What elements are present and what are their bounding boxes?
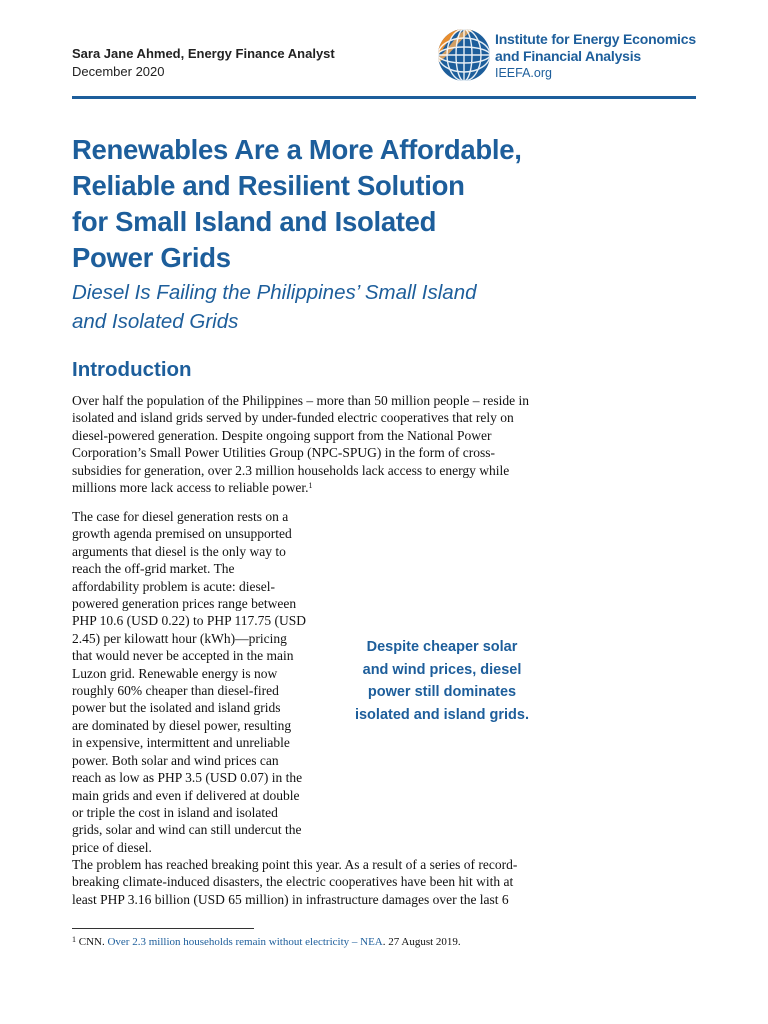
text-line: reach the off-grid market. The [72,561,235,577]
author-name: Sara Jane Ahmed, Energy Finance Analyst [72,46,335,61]
globe-icon [436,27,492,83]
text-line: or triple the cost in island and isolated [72,804,278,820]
subtitle-line: and Isolated Grids [72,310,239,333]
diesel-case-paragraph [72,508,332,856]
title-line: Power Grids [72,242,231,273]
text-line: The problem has reached breaking point this year. As a result of a series of record- [72,857,518,872]
footnote-link[interactable]: Over 2.3 million households remain without electricity – NEA [107,936,383,948]
intro-paragraph [72,392,572,496]
text-line: power but the isolated and island grids [72,700,281,716]
pull-quote-line: isolated and island grids. [354,706,530,723]
footnote [72,935,461,949]
text-line: subsidies for generation, over 2.3 million households lack access to energy while [72,462,510,478]
text-line: reach as low as PHP 3.5 (USD 0.07) in the [72,770,303,786]
text-line: price of diesel. [72,839,152,855]
text-line: powered generation prices range between [72,596,297,612]
pull-quote-line: and wind prices, diesel [362,661,522,678]
text-line-content: millions more lack access to reliable power. [72,480,309,496]
text-line: The case for diesel generation rests on a [72,509,289,524]
document-title [72,132,632,276]
text-line: diesel-powered generation. Despite ongoing support from the National Power [72,427,492,443]
subtitle-line: Diesel Is Failing the Philippines’ Small Island [72,281,477,304]
author-block [72,45,335,81]
logo-name-line2: and Financial Analysis [495,48,642,64]
publication-date: December 2020 [72,64,165,79]
footnote-divider [72,928,254,929]
text-line: power. Both solar and wind prices can [72,752,279,768]
text-line: Luzon grid. Renewable energy is now [72,665,278,681]
pull-quote [342,636,542,726]
pull-quote-line: power still dominates [367,684,517,700]
text-line: affordability problem is acute: diesel- [72,578,275,594]
text-line: arguments that diesel is the only way to [72,543,286,559]
document-subtitle [72,278,632,336]
ieefa-logo[interactable] [436,27,706,89]
text-line: growth agenda premised on unsupported [72,526,292,542]
footnote-marker: 1 [72,935,76,944]
text-line: 2.45) per kilowatt hour (kWh)—pricing [72,630,287,646]
title-line: Reliable and Resilient Solution [72,170,465,201]
text-line: grids, solar and wind can still undercut the [72,822,302,838]
logo-text [495,31,696,81]
text-line: main grids and even if delivered at double [72,787,300,803]
text-line: isolated and island grids served by under-funded electric cooperatives that rely on [72,410,514,426]
text-line: least PHP 3.16 billion (USD 65 million) in infrastructure damages over the last 6 [72,891,509,907]
text-line: Over half the population of the Philippines – more than 50 million people – reside in [72,393,530,408]
footnote-source: CNN. [78,936,105,948]
header-divider [72,96,696,99]
footnote-reference[interactable]: 1 [308,481,313,491]
breaking-point-paragraph [72,856,572,908]
text-line [72,479,572,496]
text-line: in expensive, intermittent and unreliable [72,735,290,751]
text-line: Corporation’s Small Power Utilities Group (NPC-SPUG) in the form of cross- [72,445,495,461]
title-line: for Small Island and Isolated [72,206,437,237]
title-line: Renewables Are a More Affordable, [72,134,522,165]
text-line: are dominated by diesel power, resulting [72,717,292,733]
text-line: PHP 10.6 (USD 0.22) to PHP 117.75 (USD [72,613,307,629]
footnote-date: . 27 August 2019. [382,936,461,948]
text-line: that would never be accepted in the main [72,648,294,664]
section-heading: Introduction [72,358,192,381]
text-line: breaking climate-induced disasters, the electric cooperatives have been hit with at [72,874,514,890]
logo-url[interactable]: IEEFA.org [495,66,552,80]
logo-name-line1: Institute for Energy Economics [495,31,696,47]
pull-quote-line: Despite cheaper solar [366,639,518,655]
text-line: roughly 60% cheaper than diesel-fired [72,683,279,699]
